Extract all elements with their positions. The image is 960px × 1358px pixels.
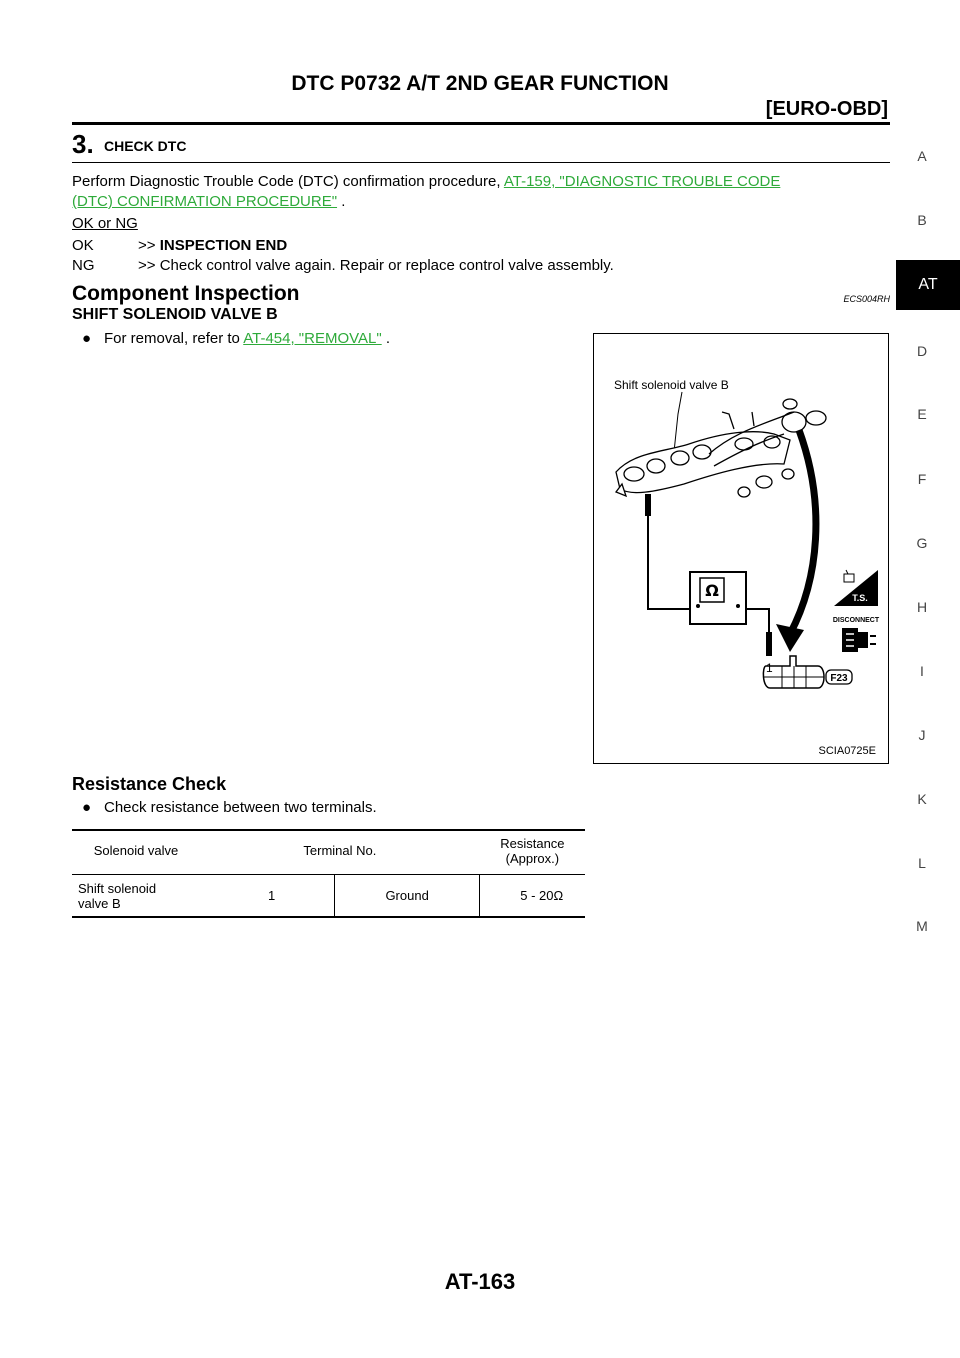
removal-bullet: [104, 330, 390, 347]
result-ok-action: INSPECTION END: [159, 237, 288, 254]
solenoid-diagram: [594, 334, 888, 763]
resistance-bullet: Check resistance between two terminals.: [104, 799, 377, 816]
side-index-k[interactable]: K: [917, 791, 927, 807]
side-index-h[interactable]: H: [916, 599, 928, 615]
ohm-symbol: Ω: [705, 581, 719, 600]
figure-code: SCIA0725E: [818, 745, 876, 757]
resistance-heading: Resistance Check: [72, 774, 227, 794]
ts-label: T.S.: [852, 593, 868, 603]
side-index-j[interactable]: J: [918, 727, 926, 743]
result-ok-label: OK: [72, 237, 94, 254]
side-index-g[interactable]: G: [916, 535, 928, 551]
cell-terminal-b: Ground: [335, 875, 480, 918]
dtc-procedure-link-cont[interactable]: (DTC) CONFIRMATION PROCEDURE": [72, 193, 338, 210]
section-tag: [EURO-OBD]: [765, 98, 888, 120]
step-text: Perform Diagnostic Trouble Code (DTC) confirmation procedure,: [72, 173, 504, 190]
dtc-procedure-link[interactable]: AT-159, "DIAGNOSTIC TROUBLE CODE: [503, 173, 781, 190]
removal-link[interactable]: AT-454, "REMOVAL": [243, 330, 382, 347]
side-index-f[interactable]: F: [917, 471, 927, 487]
cell-valve: [72, 875, 200, 918]
cell-resistance-value: 5 - 20Ω: [480, 875, 585, 918]
side-index-d[interactable]: D: [916, 343, 928, 359]
side-index-e[interactable]: E: [917, 406, 927, 422]
side-index-l[interactable]: L: [918, 855, 926, 871]
removal-text: For removal, refer to: [104, 330, 244, 347]
cell-valve-line1: Shift solenoid: [78, 880, 157, 896]
table-row: [72, 875, 585, 918]
result-ng-label: NG: [72, 257, 95, 274]
side-index-b[interactable]: B: [917, 212, 927, 228]
col-resistance-line1: Resistance: [500, 835, 565, 851]
page-title: DTC P0732 A/T 2ND GEAR FUNCTION: [291, 72, 669, 95]
step-number: 3.: [72, 129, 94, 159]
disconnect-label: DISCONNECT: [832, 617, 880, 624]
step-rule: [72, 162, 890, 163]
removal-after: .: [381, 330, 391, 347]
table-header-row: [72, 830, 585, 875]
result-ok-arrow: >>: [138, 237, 156, 254]
component-heading: Component Inspection: [72, 282, 300, 305]
ts-icon: [834, 570, 878, 606]
component-subheading: SHIFT SOLENOID VALVE B: [72, 306, 278, 323]
connector-f23: [763, 656, 852, 688]
col-resistance-line2: (Approx.): [505, 850, 560, 866]
header-rule: [72, 122, 890, 125]
side-index-i[interactable]: I: [920, 663, 924, 679]
step-paragraph: [72, 172, 890, 212]
col-resistance: [480, 830, 585, 875]
col-terminal-no: Terminal No.: [200, 830, 480, 875]
bullet-marker: ●: [82, 330, 92, 347]
side-index-at-active[interactable]: AT: [896, 260, 960, 310]
result-ng-text: [138, 257, 614, 274]
solenoid-figure: [593, 333, 889, 764]
page-number: AT-163: [444, 1269, 516, 1294]
terminal-label: 1: [766, 661, 773, 675]
step-title: CHECK DTC: [104, 138, 187, 154]
disconnect-icon: [833, 617, 880, 652]
side-index-a[interactable]: A: [917, 148, 927, 164]
bullet-marker-2: ●: [82, 799, 92, 816]
step-text-after: .: [337, 193, 346, 210]
figure-label: Shift solenoid valve B: [614, 378, 729, 392]
section-code: ECS004RH: [843, 294, 890, 304]
resistance-table: [72, 829, 585, 918]
result-ok-text: [138, 237, 287, 254]
side-index-m[interactable]: M: [916, 918, 928, 934]
col-solenoid-valve: Solenoid valve: [72, 830, 200, 875]
cell-valve-line2: valve B: [78, 895, 121, 911]
result-ng-arrow: >>: [138, 257, 156, 274]
connector-label: F23: [830, 673, 848, 684]
ok-or-ng: OK or NG: [72, 215, 138, 232]
cell-terminal-a: 1: [200, 875, 335, 918]
result-ng-action: Check control valve again. Repair or replace control valve assembly.: [159, 257, 614, 274]
